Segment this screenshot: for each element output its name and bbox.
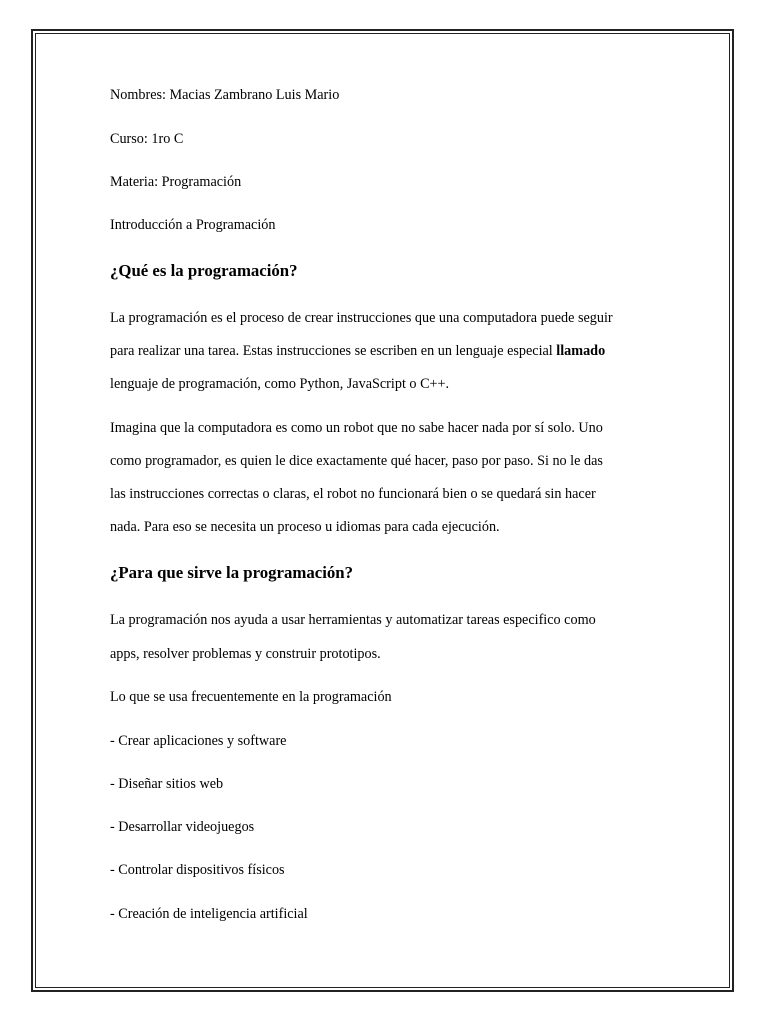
paragraph-3-line-2: apps, resolver problemas y construir prototipos.: [110, 646, 381, 662]
paragraph-1-line-3: lenguaje de programación, como Python, JavaScript o C++.: [110, 376, 450, 392]
paragraph-3-line-1: La programación nos ayuda a usar herramientas y automatizar tareas especifico como: [110, 612, 596, 628]
section-heading-what-is: ¿Qué es la programación?: [110, 261, 298, 280]
section-heading-what-for: ¿Para que sirve la programación?: [110, 563, 353, 582]
paragraph-2-line-1: Imagina que la computadora es como un robot que no sabe hacer nada por sí solo. Uno: [110, 420, 603, 436]
list-item: - Desarrollar videojuegos: [110, 819, 255, 835]
paragraph-2-line-2: como programador, es quien le dice exactamente qué hacer, paso por paso. Si no le das: [110, 453, 603, 469]
list-item: - Controlar dispositivos físicos: [110, 862, 285, 878]
paragraph-1-bold-word: llamado: [556, 343, 606, 359]
list-item: - Crear aplicaciones y software: [110, 733, 287, 749]
paragraph-2-line-3: las instrucciones correctas o claras, el robot no funcionará bien o se quedará sin hacer: [110, 486, 596, 502]
list-item: - Diseñar sitios web: [110, 776, 224, 792]
paragraph-2-line-4: nada. Para eso se necesita un proceso u idiomas para cada ejecución.: [110, 519, 500, 535]
subject-line: Materia: Programación: [110, 174, 242, 190]
paragraph-1-line-1: La programación es el proceso de crear instrucciones que una computadora puede seguir: [110, 310, 613, 326]
topic-line: Introducción a Programación: [110, 217, 276, 233]
paragraph-1-line-2-text: para realizar una tarea. Estas instrucciones se escriben en un lenguaje especial: [110, 343, 557, 359]
course-line: Curso: 1ro C: [110, 131, 184, 147]
student-name: Nombres: Macias Zambrano Luis Mario: [110, 87, 340, 103]
paragraph-1-line-2: [110, 342, 605, 360]
list-intro: Lo que se usa frecuentemente en la programación: [110, 689, 392, 705]
list-item: - Creación de inteligencia artificial: [110, 906, 308, 922]
